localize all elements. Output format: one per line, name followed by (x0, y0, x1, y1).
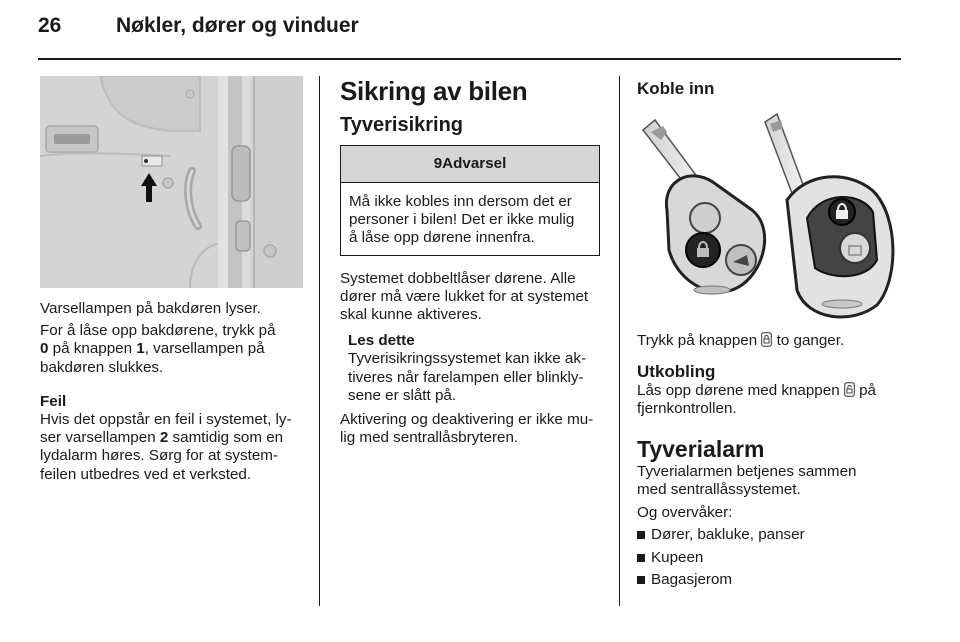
utkobling-heading: Utkobling (637, 362, 716, 382)
column-divider-2 (619, 76, 620, 606)
note-box (340, 332, 605, 405)
paragraph: Og overvåker: (637, 504, 733, 522)
warning-body: Må ikke kobles inn dersom det er personer i bilen! Det er ikke mulig å låse opp dørene innenfra. (349, 193, 575, 247)
paragraph: Hvis det oppstår en feil i systemet, ly- ser varsellampen 2 samtidig som en lydalarm høres. Sørg for at system- feilen utbedres ved et verksted. (40, 411, 292, 483)
warning-header (341, 146, 599, 183)
paragraph: Aktivering og deaktivering er ikke mu- lig med sentrallåsbryteren. (340, 411, 594, 447)
page-title: Nøkler, dører og vinduer (116, 14, 359, 37)
paragraph: For å låse opp bakdørene, trykk på 0 på knappen 1, varsellampen på bakdøren slukkes. (40, 322, 276, 376)
paragraph: Trykk på knappen to ganger. (637, 332, 845, 349)
koble-inn-heading: Koble inn (637, 79, 715, 98)
paragraph: Varsellampen på bakdøren lyser. (40, 300, 261, 317)
monitored-list (637, 524, 905, 592)
tyverialarm-heading: Tyverialarm (637, 435, 765, 462)
rear-door-illustration (40, 76, 303, 288)
paragraph: Systemet dobbeltlåser dørene. Alle dører må være lukket for at systemet skal kunne aktiveres. (340, 269, 589, 324)
column-3-text (637, 76, 905, 99)
paragraph: Lås opp dørene med knappen på fjernkontrollen. (637, 382, 876, 418)
subsection-heading: Tyverisikring (340, 114, 464, 136)
column-3-body (637, 332, 905, 592)
remote-keys-illustration (637, 110, 903, 322)
list-item: Dører, bakluke, panser (637, 524, 905, 547)
column-divider-1 (319, 76, 320, 606)
lock-button-icon (761, 332, 772, 347)
feil-heading: Feil (40, 392, 67, 410)
section-heading: Sikring av bilen (340, 76, 528, 106)
warning-title: Advarsel (442, 155, 507, 172)
header-rule (38, 58, 901, 60)
warning-triangle-icon: 9 (433, 155, 443, 172)
unlock-button-icon (844, 382, 855, 397)
note-heading: Les dette (348, 332, 415, 350)
list-item: Kupeen (637, 547, 905, 570)
note-text: Tyverisikringssystemet kan ikke ak- tiveres når farelampen eller blinkly- sene er slått på. (348, 350, 587, 404)
column-2-text (340, 76, 605, 447)
warning-box (340, 145, 600, 256)
paragraph: Tyverialarmen betjenes sammen med sentrallåssystemet. (637, 462, 857, 498)
list-item: Bagasjerom (637, 569, 905, 592)
column-1-text (40, 300, 306, 484)
page-number: 26 (38, 14, 62, 37)
